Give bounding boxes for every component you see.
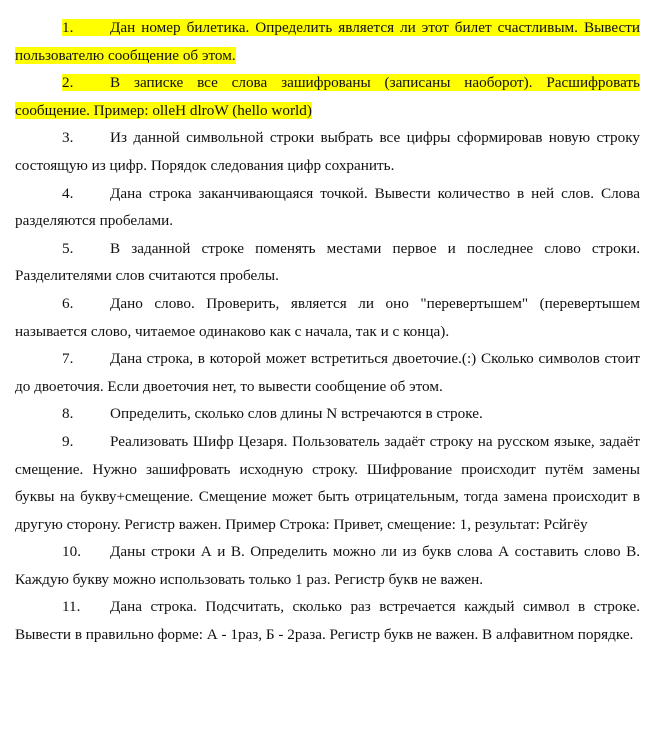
task-number: 9. <box>62 432 74 450</box>
task-text: Дана строка. Подсчитать, сколько раз встречается каждый символ в строке. Вывести в правильно форме: А - 1раз, Б - 2раза. Регистр букв не важен. В алфавитном порядке. <box>15 598 640 644</box>
task-item <box>15 180 640 235</box>
task-number: 5. <box>62 239 74 257</box>
task-number: 8. <box>62 405 74 423</box>
task-text: Дана строка заканчивающаяся точкой. Вывести количество в ней слов. Слова разделяются пробелами. <box>15 184 640 230</box>
task-item <box>15 124 640 179</box>
document-body <box>15 14 640 649</box>
task-item <box>15 400 640 428</box>
task-text: В записке все слова зашифрованы (записаны наоборот). Расшифровать сообщение. Пример: olleH dlroW (hello world) <box>15 74 640 119</box>
task-item <box>15 69 640 124</box>
task-text: Реализовать Шифр Цезаря. Пользователь задаёт строку на русском языке, задаёт смещение. Нужно зашифровать исходную строку. Шифрование происходит путём замены буквы на букву+смещение. Смещение может быть отрицательным, тогда замена происходит в другую сторону. Регистр важен. Пример Строка: Привет, смещение: 1, результат: Рсйгёу <box>15 432 640 533</box>
task-number: 2. <box>62 74 74 92</box>
task-text: Из данной символьной строки выбрать все цифры сформировав новую строку состоящую из цифр. Порядок следования цифр сохранить. <box>15 129 640 174</box>
highlight <box>15 74 640 119</box>
task-number: 10. <box>62 543 81 561</box>
task-item <box>15 593 640 648</box>
task-text: Определить, сколько слов длины N встречаются в строке. <box>110 405 483 423</box>
task-item <box>15 235 640 290</box>
highlight <box>15 19 640 64</box>
task-number: 6. <box>62 294 74 312</box>
task-text: Дан номер билетика. Определить является ли этот билет счастливым. Вывести пользователю сообщение об этом. <box>15 19 640 64</box>
task-number: 4. <box>62 184 74 202</box>
task-number: 1. <box>62 19 74 36</box>
task-number: 3. <box>62 129 74 147</box>
task-text: Дана строка, в которой может встретиться двоеточие.(:) Сколько символов стоит до двоеточия. Если двоеточия нет, то вывести сообщение об этом. <box>15 350 640 395</box>
task-item <box>15 345 640 400</box>
task-text: Дано слово. Проверить, является ли оно "перевертышем" (перевертышем называется слово, читаемое одинаково как с начала, так и с конца). <box>15 294 640 340</box>
task-item <box>15 428 640 538</box>
task-text: Даны строки А и В. Определить можно ли из букв слова А составить слово В. Каждую букву можно использовать только 1 раз. Регистр букв не важен. <box>15 543 640 588</box>
task-item <box>15 290 640 345</box>
task-item <box>15 14 640 69</box>
task-item <box>15 538 640 593</box>
task-text: В заданной строке поменять местами первое и последнее слово строки. Разделителями слов считаются пробелы. <box>15 239 640 285</box>
task-number: 7. <box>62 350 74 368</box>
task-number: 11. <box>62 598 81 616</box>
